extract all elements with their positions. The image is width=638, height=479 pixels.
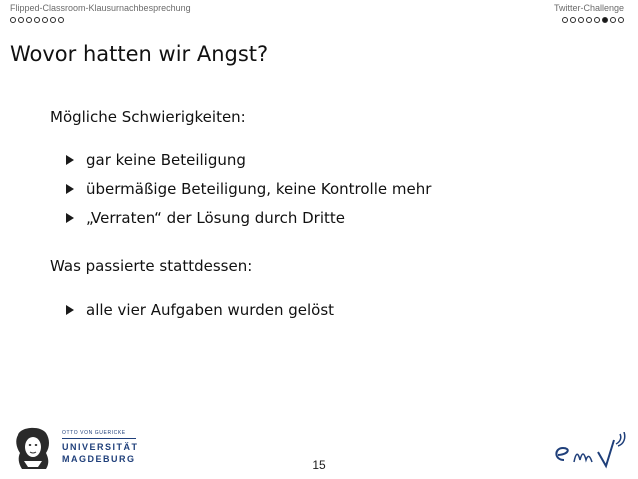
nav-dot[interactable] <box>578 17 584 23</box>
emv-logo-icon <box>550 432 630 472</box>
list-item <box>66 295 334 324</box>
difficulties-list <box>66 145 431 232</box>
nav-dot[interactable] <box>562 17 568 23</box>
bullet-triangle-icon <box>66 155 74 165</box>
nav-dot[interactable] <box>610 17 616 23</box>
list-item-text: gar keine Beteiligung <box>86 150 246 169</box>
list-item-text: übermäßige Beteiligung, keine Kontrolle mehr <box>86 179 432 198</box>
university-line1: OTTO VON GUERICKE <box>62 430 126 436</box>
nav-dot[interactable] <box>34 17 40 23</box>
list-item <box>66 145 431 174</box>
bullet-triangle-icon <box>66 213 74 223</box>
nav-dot[interactable] <box>618 17 624 23</box>
nav-dot[interactable] <box>26 17 32 23</box>
nav-dot[interactable] <box>602 17 608 23</box>
nav-dot[interactable] <box>42 17 48 23</box>
nav-dots-left[interactable] <box>10 17 191 23</box>
section-heading-difficulties: Mögliche Schwierigkeiten: <box>50 108 246 126</box>
nav-dot[interactable] <box>594 17 600 23</box>
section-heading-outcome: Was passierte stattdessen: <box>50 257 253 275</box>
nav-dot[interactable] <box>586 17 592 23</box>
university-line2: UNIVERSITÄT <box>62 442 139 452</box>
list-item <box>66 174 431 203</box>
section-title[interactable]: Twitter-Challenge <box>553 3 624 13</box>
list-item <box>66 203 431 232</box>
presentation-title[interactable]: Flipped-Classroom-Klausurnachbesprechung <box>10 3 191 13</box>
nav-dot[interactable] <box>50 17 56 23</box>
nav-section-left[interactable] <box>10 3 191 23</box>
nav-dot[interactable] <box>10 17 16 23</box>
nav-dot[interactable] <box>58 17 64 23</box>
list-item-text: „Verraten“ der Lösung durch Dritte <box>86 208 346 227</box>
slide-title: Wovor hatten wir Angst? <box>10 42 269 66</box>
university-line3: MAGDEBURG <box>62 454 136 464</box>
bullet-triangle-icon <box>66 305 74 315</box>
nav-dot[interactable] <box>18 17 24 23</box>
outcome-list <box>66 295 334 324</box>
page-number: 15 <box>312 458 326 472</box>
nav-section-right[interactable] <box>554 3 624 23</box>
nav-dot[interactable] <box>570 17 576 23</box>
nav-dots-right[interactable] <box>554 17 624 23</box>
bullet-triangle-icon <box>66 184 74 194</box>
list-item-text: alle vier Aufgaben wurden gelöst <box>86 300 335 319</box>
